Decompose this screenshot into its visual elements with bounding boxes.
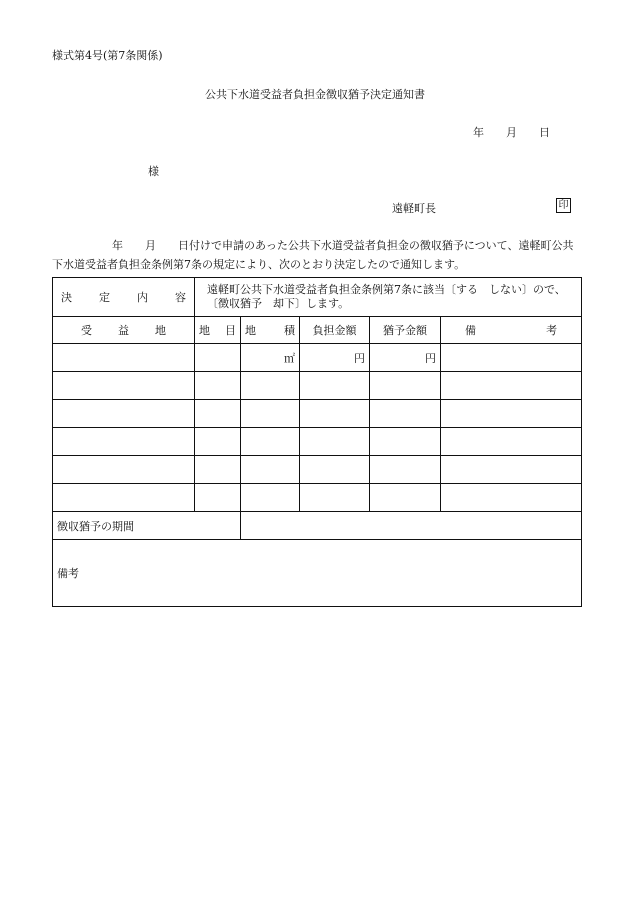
deferred-cell[interactable] xyxy=(370,456,441,484)
land-category-cell[interactable] xyxy=(195,372,241,400)
body-text: 日付けで申請のあった公共下水道受益者負担金の徴収猶予について、遠軽町公共下水道受益者負担金条例第7条の規定により、次のとおり決定したので通知します。 xyxy=(52,239,574,271)
charge-cell[interactable] xyxy=(300,484,370,512)
date-day: 日 xyxy=(539,126,550,139)
table-row xyxy=(53,428,582,456)
charge-cell[interactable]: 円 xyxy=(300,344,370,372)
addressee-suffix: 様 xyxy=(148,165,159,178)
charge-cell[interactable] xyxy=(300,428,370,456)
document-title: 公共下水道受益者負担金徴収猶予決定通知書 xyxy=(205,88,425,101)
header-charge: 負担金額 xyxy=(300,317,370,344)
site-cell[interactable] xyxy=(53,344,195,372)
land-category-cell[interactable] xyxy=(195,428,241,456)
period-label: 徴収猶予の期間 xyxy=(53,512,241,540)
site-cell[interactable] xyxy=(53,372,195,400)
date-month: 月 xyxy=(506,126,517,139)
body-paragraph xyxy=(52,236,582,274)
table-row xyxy=(53,456,582,484)
body-month: 月 xyxy=(145,239,156,252)
remarks-cell[interactable] xyxy=(441,372,582,400)
remarks-cell[interactable] xyxy=(441,400,582,428)
date-line xyxy=(473,124,550,140)
issuer: 遠軽町長 xyxy=(392,202,436,215)
header-land-category: 地 目 xyxy=(195,317,241,344)
seal-mark: 印 xyxy=(556,198,571,213)
site-cell[interactable] xyxy=(53,428,195,456)
area-cell[interactable] xyxy=(241,428,300,456)
deferred-cell[interactable] xyxy=(370,372,441,400)
table-row xyxy=(53,344,582,372)
area-cell[interactable] xyxy=(241,372,300,400)
remarks-cell[interactable] xyxy=(441,428,582,456)
header-deferred: 猶予金額 xyxy=(370,317,441,344)
decision-content: 遠軽町公共下水道受益者負担金条例第7条に該当〔する しない〕ので、〔徴収猶予 却下〕します。 xyxy=(195,278,582,317)
header-remarks: 備 考 xyxy=(441,317,582,344)
period-row xyxy=(53,512,582,540)
remarks-field[interactable] xyxy=(53,540,582,607)
table-row xyxy=(53,484,582,512)
area-cell[interactable] xyxy=(241,456,300,484)
land-category-cell[interactable] xyxy=(195,456,241,484)
deferred-cell[interactable]: 円 xyxy=(370,344,441,372)
land-category-cell[interactable] xyxy=(195,484,241,512)
header-row xyxy=(53,317,582,344)
site-cell[interactable] xyxy=(53,400,195,428)
decision-row xyxy=(53,278,582,317)
land-category-cell[interactable] xyxy=(195,400,241,428)
remarks-row xyxy=(53,540,582,607)
charge-cell[interactable] xyxy=(300,456,370,484)
site-cell[interactable] xyxy=(53,456,195,484)
deferred-cell[interactable] xyxy=(370,400,441,428)
decision-label: 決 定 内 容 xyxy=(53,278,195,317)
area-cell[interactable] xyxy=(241,484,300,512)
area-cell[interactable] xyxy=(241,400,300,428)
body-year: 年 xyxy=(112,239,123,252)
header-site: 受 益 地 xyxy=(53,317,195,344)
decision-table xyxy=(52,277,582,607)
deferred-cell[interactable] xyxy=(370,428,441,456)
remarks-cell[interactable] xyxy=(441,344,582,372)
charge-cell[interactable] xyxy=(300,400,370,428)
area-cell[interactable]: ㎡ xyxy=(241,344,300,372)
charge-cell[interactable] xyxy=(300,372,370,400)
remarks-cell[interactable] xyxy=(441,456,582,484)
remarks-cell[interactable] xyxy=(441,484,582,512)
header-area: 地 積 xyxy=(241,317,300,344)
date-year: 年 xyxy=(473,126,484,139)
period-value[interactable] xyxy=(241,512,582,540)
table-row xyxy=(53,400,582,428)
site-cell[interactable] xyxy=(53,484,195,512)
table-row xyxy=(53,372,582,400)
remarks-label: 備考 xyxy=(57,567,79,580)
land-category-cell[interactable] xyxy=(195,344,241,372)
form-number: 様式第4号(第7条関係) xyxy=(52,49,163,62)
deferred-cell[interactable] xyxy=(370,484,441,512)
